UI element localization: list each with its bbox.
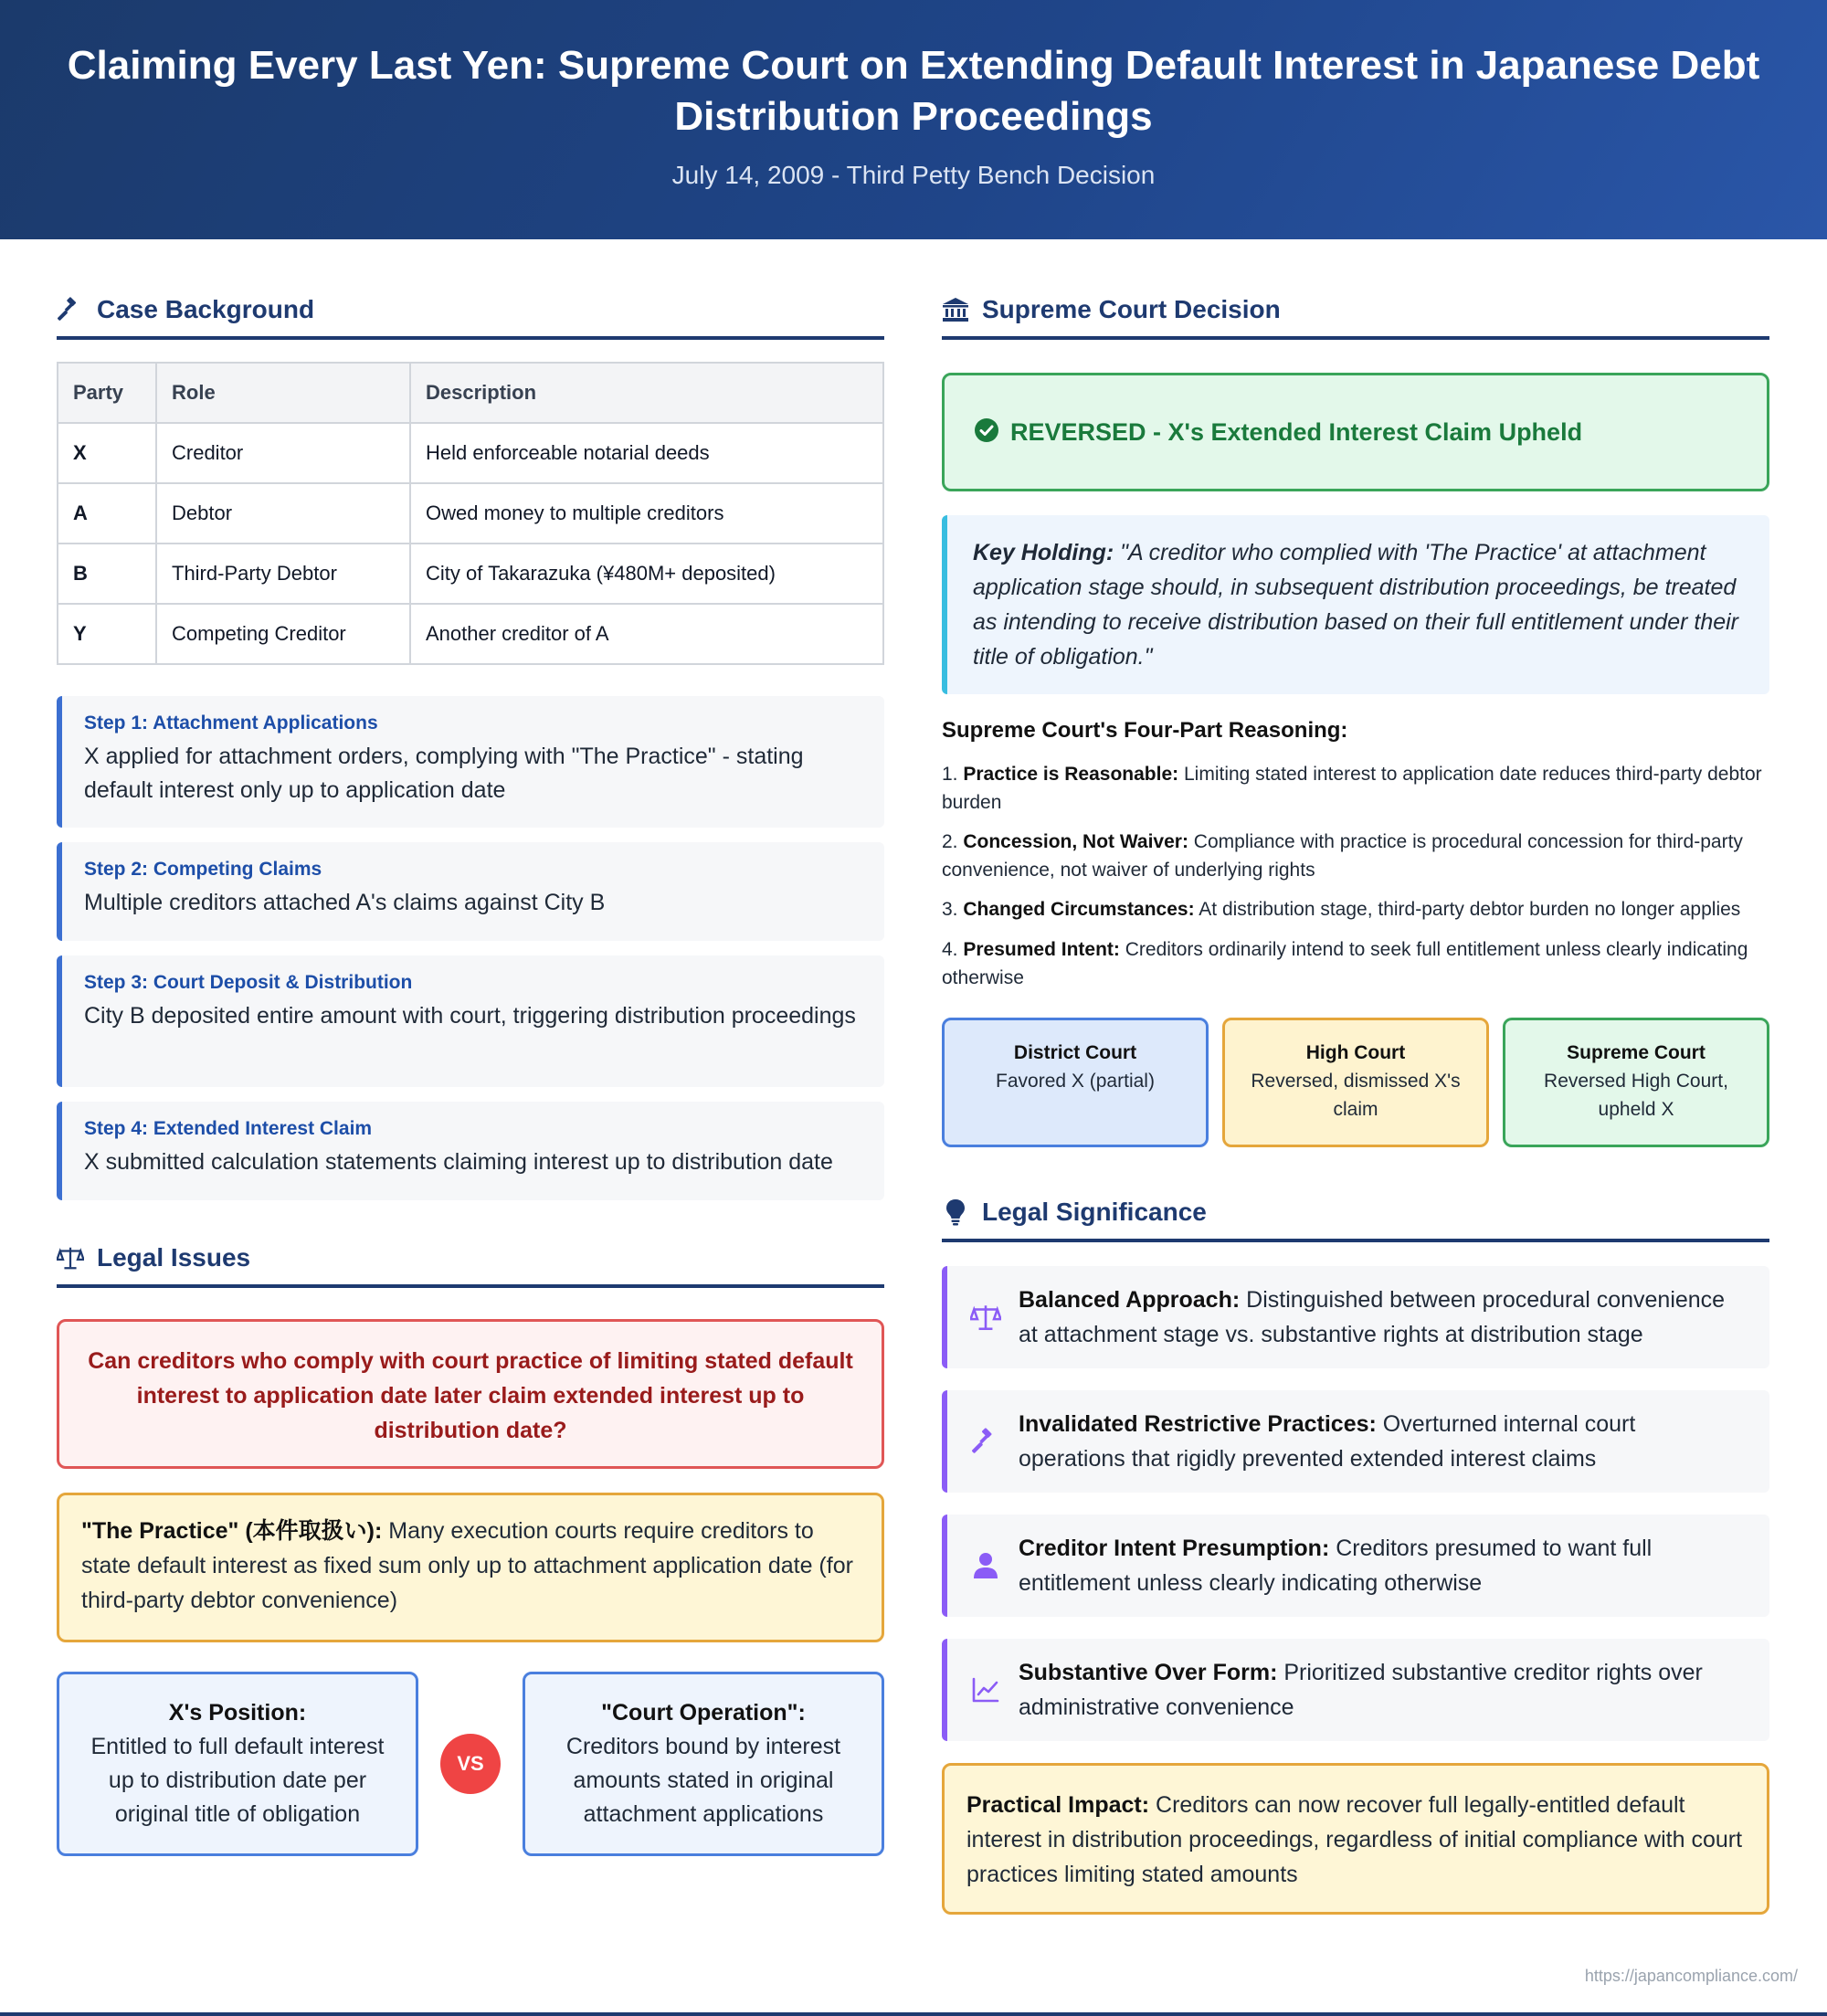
reasoning-number: 4. (942, 939, 958, 960)
holding-text: "A creditor who complied with 'The Practice' at attachment application stage should, in subsequent distribution proceedings, be treated as intending to receive distribution based on their full entitlement under their title of obligation." (973, 540, 1739, 670)
reasoning-item (942, 895, 1769, 924)
party-cell: B (58, 544, 156, 604)
court-operation-text: Creditors bound by interest amounts stated in original attachment applications (565, 1734, 841, 1827)
courthouse-icon (942, 296, 969, 323)
district-court-card (942, 1018, 1209, 1147)
description-cell: Another creditor of A (410, 604, 883, 664)
step-card (57, 955, 884, 1087)
significance-card (942, 1515, 1769, 1617)
significance-text (1019, 1655, 1748, 1725)
page-title: Claiming Every Last Yen: Supreme Court on Extending Default Interest in Japanese Debt Distribution Proceedings (67, 43, 1760, 139)
section-title: Legal Significance (982, 1198, 1207, 1226)
party-cell: A (58, 483, 156, 544)
significance-text (1019, 1407, 1748, 1476)
case-background-heading (57, 292, 884, 340)
table-row (58, 544, 883, 604)
significance-card (942, 1266, 1769, 1368)
party-cell: Y (58, 604, 156, 664)
decision-heading (942, 292, 1769, 340)
reasoning-label: Practice is Reasonable: (963, 764, 1179, 785)
gavel-icon (57, 296, 84, 323)
footer-link[interactable]: https://japancompliance.com/ (1584, 1967, 1798, 1985)
x-position-title: X's Position: (168, 1700, 307, 1726)
reasoning-text: Creditors ordinarily intend to seek full entitlement unless clearly indicating otherwise (942, 939, 1748, 988)
section-title: Legal Issues (97, 1243, 251, 1272)
significance-detail: Overturned internal court operations that rigidly prevented extended interest claims (1019, 1411, 1636, 1472)
table-header-row (58, 363, 883, 423)
table-row (58, 423, 883, 483)
reasoning-item (942, 828, 1769, 884)
step-card (57, 1102, 884, 1200)
reasoning-title: Supreme Court's Four-Part Reasoning: (942, 718, 1348, 743)
decision-result-text: REVERSED - X's Extended Interest Claim Upheld (1010, 417, 1583, 446)
description-cell: Owed money to multiple creditors (410, 483, 883, 544)
page-subtitle: July 14, 2009 - Third Petty Bench Decision (671, 161, 1156, 189)
gavel-icon (969, 1425, 1002, 1458)
footer-divider (0, 2012, 1827, 2016)
reasoning-number: 2. (942, 831, 958, 852)
parties-table (57, 362, 884, 665)
chart-line-icon (969, 1673, 1002, 1706)
page-header (0, 0, 1827, 239)
description-cell: Held enforceable notarial deeds (410, 423, 883, 483)
step-card (57, 842, 884, 941)
legal-issues-heading (57, 1240, 884, 1288)
description-cell: City of Takarazuka (¥480M+ deposited) (410, 544, 883, 604)
significance-detail: Prioritized substantive creditor rights over administrative convenience (1019, 1660, 1703, 1720)
reasoning-label: Concession, Not Waiver: (963, 831, 1188, 852)
vs-badge: VS (440, 1734, 501, 1794)
high-court-card (1222, 1018, 1489, 1147)
significance-label: Invalidated Restrictive Practices: (1019, 1411, 1377, 1437)
reasoning-number: 1. (942, 764, 958, 785)
significance-text (1019, 1531, 1748, 1600)
court-name: High Court (1305, 1042, 1406, 1063)
decision-result-box (942, 373, 1769, 491)
check-circle-icon (974, 417, 999, 448)
role-cell: Creditor (156, 423, 410, 483)
table-row (58, 604, 883, 664)
impact-label: Practical Impact: (966, 1792, 1150, 1818)
court-name: Supreme Court (1567, 1042, 1706, 1063)
role-cell: Debtor (156, 483, 410, 544)
court-operation-title: "Court Operation": (601, 1700, 806, 1726)
table-row (58, 483, 883, 544)
court-result: Favored X (partial) (996, 1071, 1155, 1092)
reasoning-text: At distribution stage, third-party debtor burden no longer applies (1194, 899, 1741, 920)
column-header: Party (58, 363, 156, 423)
significance-card (942, 1639, 1769, 1741)
reasoning-label: Changed Circumstances: (963, 899, 1195, 920)
reasoning-label: Presumed Intent: (963, 939, 1120, 960)
the-practice-box (57, 1493, 884, 1642)
practice-label: "The Practice" (本件取扱い): (81, 1518, 383, 1544)
scales-icon (969, 1301, 1002, 1334)
holding-label: Key Holding: (973, 540, 1114, 565)
step-text: X submitted calculation statements claiming interest up to distribution date (84, 1149, 833, 1175)
reasoning-text: Limiting stated interest to application date reduces third-party debtor burden (942, 764, 1762, 813)
user-icon (969, 1549, 1002, 1582)
significance-label: Substantive Over Form: (1019, 1660, 1278, 1685)
party-cell: X (58, 423, 156, 483)
reasoning-text: Compliance with practice is procedural concession for third-party convenience, not waiver of underlying rights (942, 831, 1743, 881)
significance-text (1019, 1282, 1748, 1352)
significance-detail: Distinguished between procedural convenience at attachment stage vs. substantive rights at distribution stage (1019, 1287, 1726, 1347)
reasoning-item (942, 760, 1769, 817)
step-text: Multiple creditors attached A's claims against City B (84, 890, 606, 915)
practical-impact-box (942, 1763, 1769, 1915)
role-cell: Competing Creditor (156, 604, 410, 664)
column-header: Description (410, 363, 883, 423)
reasoning-number: 3. (942, 899, 958, 920)
reasoning-item (942, 935, 1769, 992)
left-column (57, 292, 884, 1827)
step-title: Step 4: Extended Interest Claim (84, 1118, 373, 1139)
significance-card (942, 1390, 1769, 1493)
step-text: X applied for attachment orders, complying with "The Practice" - stating default interest only up to application date (84, 744, 804, 803)
court-result: Reversed High Court, upheld X (1544, 1071, 1728, 1120)
lightbulb-icon (942, 1198, 969, 1226)
key-holding-box (942, 515, 1769, 694)
significance-label: Balanced Approach: (1019, 1287, 1241, 1313)
significance-label: Creditor Intent Presumption: (1019, 1536, 1330, 1561)
step-title: Step 2: Competing Claims (84, 859, 322, 880)
practice-text: Many execution courts require creditors to state default interest as fixed sum only up to attachment application date (for third-party debtor convenience) (81, 1518, 853, 1613)
step-text: City B deposited entire amount with court, triggering distribution proceedings (84, 1003, 856, 1029)
section-title: Supreme Court Decision (982, 295, 1281, 323)
scales-icon (57, 1244, 84, 1272)
section-title: Case Background (97, 295, 315, 323)
significance-detail: Creditors presumed to want full entitlement unless clearly indicating otherwise (1019, 1536, 1653, 1596)
x-position-text: Entitled to full default interest up to distribution date per original title of obligation (90, 1734, 385, 1827)
court-operation-box (523, 1672, 884, 1856)
step-title: Step 1: Attachment Applications (84, 712, 378, 734)
step-card (57, 696, 884, 828)
court-result: Reversed, dismissed X's claim (1251, 1071, 1461, 1120)
x-position-box (57, 1672, 418, 1856)
role-cell: Third-Party Debtor (156, 544, 410, 604)
column-header: Role (156, 363, 410, 423)
supreme-court-card (1503, 1018, 1769, 1147)
legal-question-box: Can creditors who comply with court practice of limiting stated default interest to application date later claim extended interest up to distribution date? (57, 1319, 884, 1469)
impact-text: Creditors can now recover full legally-entitled default interest in distribution proceedings, regardless of initial compliance with court practices limiting stated amounts (966, 1792, 1743, 1887)
step-title: Step 3: Court Deposit & Distribution (84, 972, 413, 993)
legal-significance-heading (942, 1195, 1769, 1242)
right-column (942, 292, 1769, 1887)
court-name: District Court (1013, 1042, 1137, 1063)
